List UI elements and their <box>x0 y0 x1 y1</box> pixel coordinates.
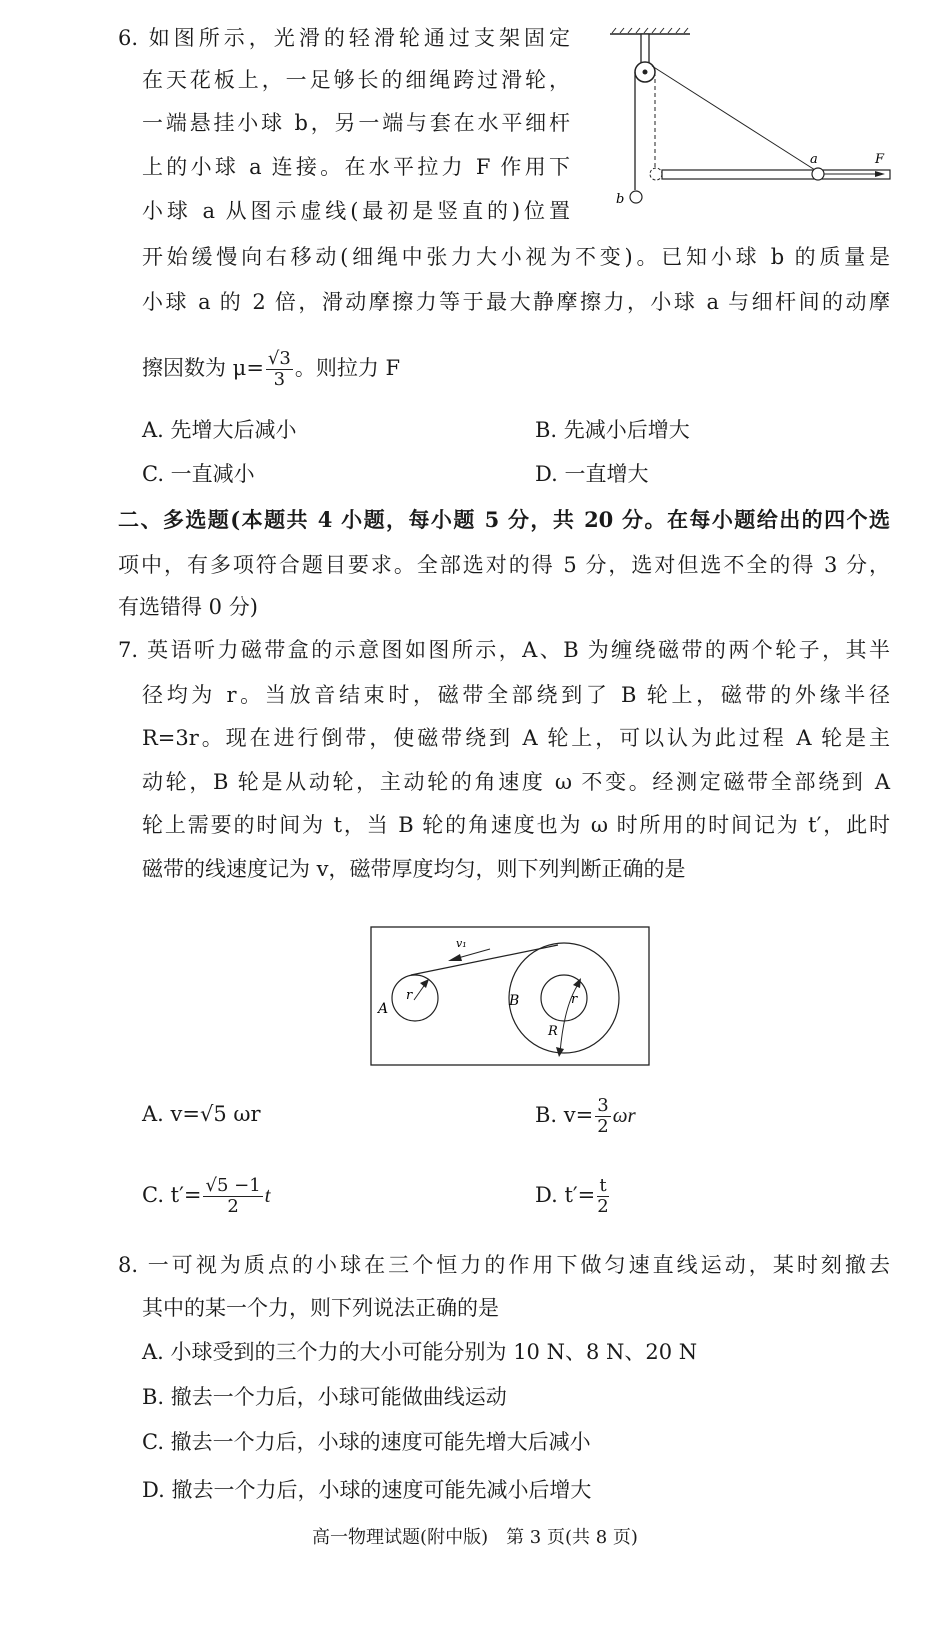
label-B: B <box>509 993 520 1009</box>
fraction <box>203 1176 262 1217</box>
q6-line: 上的小球 a 连接。在水平拉力 F 作用下 <box>142 155 570 179</box>
option-d: D. 一直增大 <box>535 462 649 486</box>
label-F: F <box>875 152 885 167</box>
q6-mu-line <box>142 345 400 391</box>
section-text: 二、多选题(本题共 4 小题，每小题 5 分，共 20 分。在每小题给出的四个选 <box>118 507 890 532</box>
option-c <box>142 1172 271 1218</box>
option-a: A. v=√5 ωr <box>142 1102 261 1126</box>
option-d <box>535 1172 611 1218</box>
fraction <box>597 1176 608 1217</box>
q6-line: 一端悬挂小球 b，另一端与套在水平细杆 <box>142 111 570 135</box>
q7-line: 7. 英语听力磁带盒的示意图如图所示，A、B 为缠绕磁带的两个轮子，其半 <box>118 638 890 662</box>
section-line: 项中，有多项符合题目要求。全部选对的得 5 分，选对但选不全的得 3 分， <box>118 553 890 577</box>
section-heading <box>118 506 890 534</box>
label-A: A <box>378 1001 389 1017</box>
option-a: A. 小球受到的三个力的大小可能分别为 10 N、8 N、20 N <box>142 1340 698 1364</box>
q7-line: R=3r。现在进行倒带，使磁带绕到 A 轮上，可以认为此过程 A 轮是主 <box>142 726 890 750</box>
numerator: 3 <box>597 1095 609 1116</box>
q6-line: 小球 a 从图示虚线(最初是竖直的)位置 <box>142 199 570 223</box>
q6-line: 在天花板上，一足够长的细绳跨过滑轮， <box>142 68 570 92</box>
fraction <box>595 1096 610 1137</box>
label-R: R <box>548 1024 558 1039</box>
option-b: B. 先减小后增大 <box>535 418 690 442</box>
text: t <box>264 1183 271 1207</box>
q7-line: 动轮，B 轮是从动轮，主动轮的角速度 ω 不变。经测定磁带全部绕到 A <box>142 770 890 794</box>
numerator: t <box>599 1175 607 1196</box>
label-b: b <box>616 192 625 207</box>
text: ωr <box>612 1103 636 1127</box>
page-footer: 高一物理试题(附中版) 第 3 页(共 8 页) <box>312 1527 638 1548</box>
text: 擦因数为 μ= <box>142 356 264 380</box>
denominator: 2 <box>227 1196 239 1217</box>
q6-line: 开始缓慢向右移动(细绳中张力大小视为不变)。已知小球 b 的质量是 <box>142 245 890 269</box>
option-c: C. 撤去一个力后，小球的速度可能先增大后减小 <box>142 1430 591 1454</box>
label-a: a <box>810 152 818 167</box>
q7-line: 轮上需要的时间为 t，当 B 轮的角速度也为 ω 时所用的时间记为 t′，此时 <box>142 813 890 837</box>
q6-line: 小球 a 的 2 倍，滑动摩擦力等于最大静摩擦力，小球 a 与细杆间的动摩 <box>142 290 890 314</box>
option-b: B. 撤去一个力后，小球可能做曲线运动 <box>142 1385 507 1409</box>
q8-line: 其中的某一个力，则下列说法正确的是 <box>142 1296 499 1320</box>
label-r: r <box>406 988 413 1003</box>
text: B. v= <box>535 1103 594 1127</box>
q8-line: 8. 一可视为质点的小球在三个恒力的作用下做匀速直线运动，某时刻撤去 <box>118 1253 890 1277</box>
label-v: v₁ <box>456 937 467 950</box>
label-r: r <box>571 992 578 1007</box>
q7-line: 磁带的线速度记为 v，磁带厚度均匀，则下列判断正确的是 <box>142 857 686 881</box>
option-a: A. 先增大后减小 <box>142 418 297 442</box>
numerator: √3 <box>267 348 291 369</box>
q6-line: 6. 如图所示，光滑的轻滑轮通过支架固定 <box>118 26 570 50</box>
text: D. t′= <box>535 1183 596 1207</box>
denominator: 2 <box>597 1196 609 1217</box>
q7-line: 径均为 r。当放音结束时，磁带全部绕到了 B 轮上，磁带的外缘半径 <box>142 683 890 707</box>
tape-figure <box>368 925 653 1069</box>
text: C. t′= <box>142 1183 202 1207</box>
mu-fraction <box>266 349 293 390</box>
pulley-figure <box>580 20 910 210</box>
numerator: √5 −1 <box>205 1175 261 1196</box>
option-c: C. 一直减小 <box>142 462 255 486</box>
section-line: 有选错得 0 分) <box>118 595 258 619</box>
text: 。则拉力 F <box>294 356 401 380</box>
option-d: D. 撤去一个力后，小球的速度可能先减小后增大 <box>142 1478 592 1502</box>
denominator: 3 <box>273 369 286 390</box>
denominator: 2 <box>597 1116 609 1137</box>
option-b <box>535 1092 636 1138</box>
